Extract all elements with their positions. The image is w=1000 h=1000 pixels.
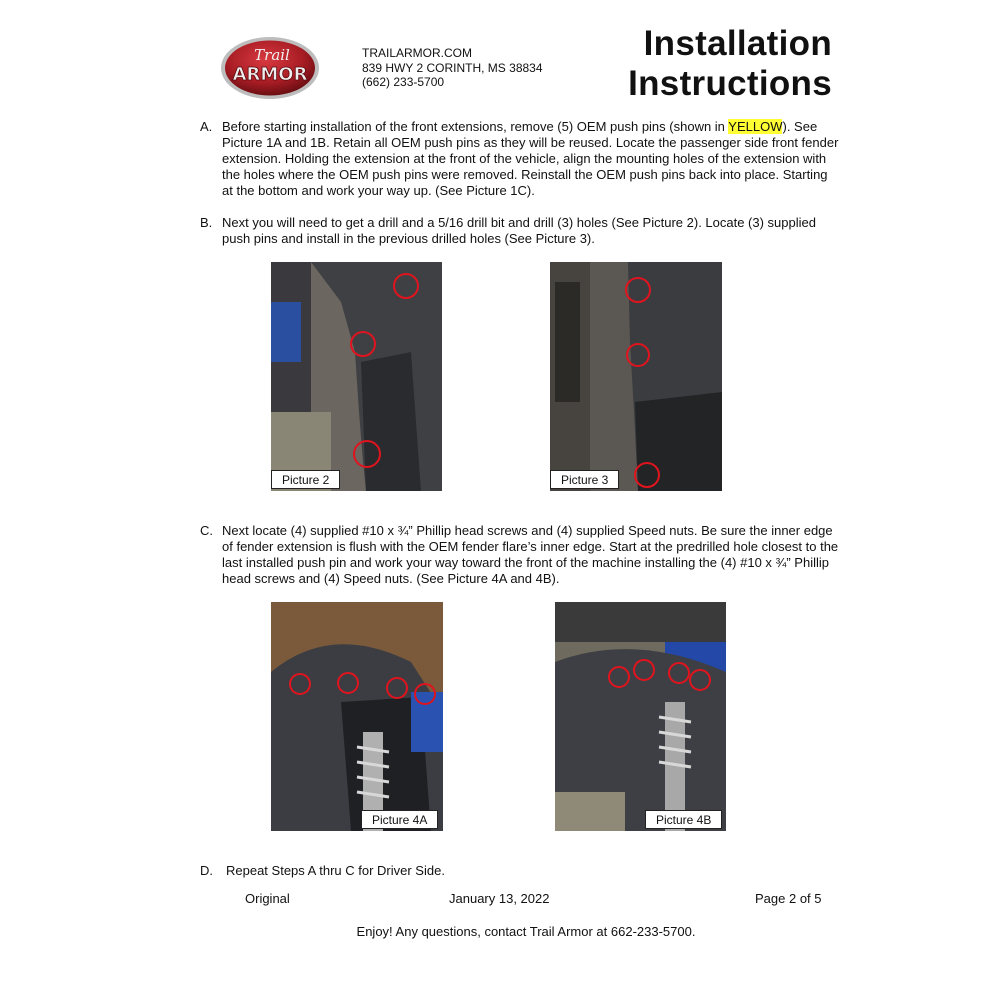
company-address: 839 HWY 2 CORINTH, MS 38834 — [362, 60, 543, 75]
yellow-highlight: YELLOW — [728, 119, 783, 134]
step-label: B. — [200, 215, 213, 230]
picture-4b-caption: Picture 4B — [645, 810, 722, 829]
picture-2-caption: Picture 2 — [271, 470, 340, 489]
company-website: TRAILARMOR.COM — [362, 46, 473, 60]
logo-line1: Trail — [254, 46, 290, 64]
step-b — [200, 215, 840, 247]
picture-2-photo — [271, 262, 442, 491]
picture-3-caption: Picture 3 — [550, 470, 619, 489]
footer-date: January 13, 2022 — [449, 891, 550, 906]
step-a — [200, 119, 840, 199]
step-d — [200, 863, 840, 879]
company-phone: (662) 233-5700 — [362, 75, 445, 89]
footer-version: Original — [245, 891, 290, 906]
company-info — [362, 46, 543, 90]
step-text: Next locate (4) supplied #10 x ¾” Phillip head screws and (4) supplied Speed nuts. Be sure the inner edge of fender extension is flush with the OEM fender flare’s inner edge. Start at the predrilled hole closest to the last installed push pin and work your way toward the front of the machine installing the (4) #10 x ¾” Phillip head screws and (4) Speed nuts. (See Picture 4A and 4B). — [222, 523, 839, 586]
step-label: C. — [200, 523, 213, 538]
picture-3-photo — [550, 262, 722, 491]
title-line2: Instructions — [628, 64, 832, 103]
logo-line2: ARMOR — [232, 64, 308, 85]
step-a-text-before: Before starting installation of the front extensions, remove (5) OEM push pins (shown in — [222, 119, 729, 134]
picture-4a-caption: Picture 4A — [361, 810, 438, 829]
trail-armor-logo — [220, 34, 320, 100]
step-text — [222, 119, 840, 199]
step-text: Next you will need to get a drill and a 5/16 drill bit and drill (3) holes (See Picture 2). Locate (3) supplied push pins and install in the previous drilled holes (See Picture 3). — [222, 215, 816, 246]
closing-note: Enjoy! Any questions, contact Trail Armor at 662-233-5700. — [356, 924, 696, 939]
step-a-text-after: ). See Picture 1A and 1B. Retain all OEM push pins as they will be reused. Locate the passenger side front fender extension. Holding the extension at the front of the vehicle, align the mounting holes of the extension with the holes where the OEM push pins were removed. Reinstall the OEM push pins back into place. Starting at the bottom and work your way up. (See Picture 1C). — [222, 119, 839, 198]
footer-page-number: Page 2 of 5 — [755, 891, 822, 906]
step-label: A. — [200, 119, 213, 134]
picture-4b-photo — [555, 602, 726, 831]
step-label: D. — [200, 863, 213, 878]
step-text: Repeat Steps A thru C for Driver Side. — [226, 863, 445, 878]
page-title — [600, 24, 832, 104]
picture-4a-photo — [271, 602, 443, 831]
title-line1: Installation — [643, 24, 832, 63]
step-c — [200, 523, 840, 587]
